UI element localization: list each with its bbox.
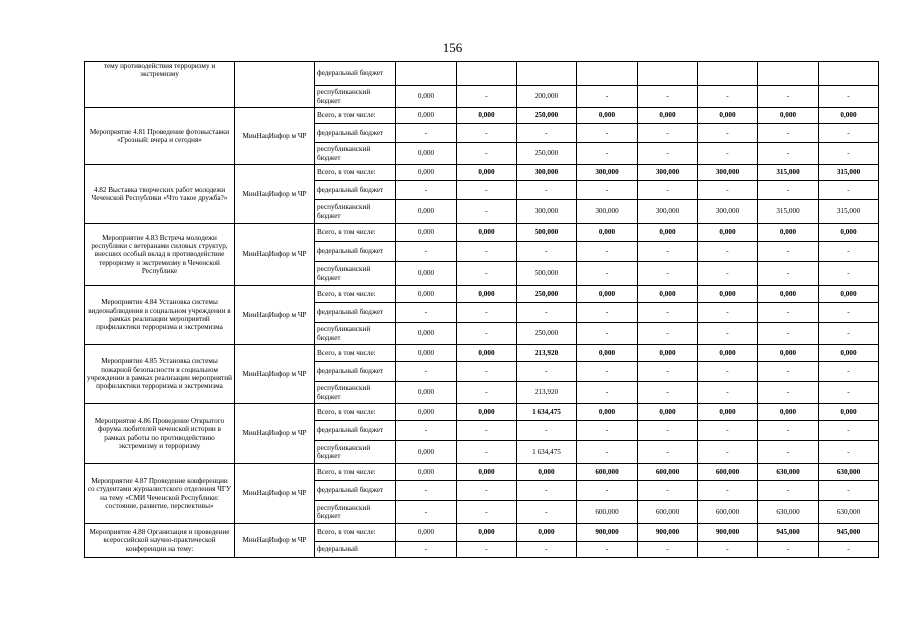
amount-cell: 600,000 <box>577 501 638 524</box>
activity-name: Мероприятие 4.86 Проведение Открытого форума любителей чеченской истории в рамках работы по противодействию экстремизму и терроризму <box>85 404 235 464</box>
amount-cell: 300,000 <box>698 165 758 181</box>
amount-cell: - <box>396 124 457 143</box>
amount-cell: 0,000 <box>396 143 457 165</box>
amount-cell: 300,000 <box>638 165 698 181</box>
amount-cell: 300,000 <box>577 200 638 224</box>
amount-cell: - <box>638 362 698 382</box>
amount-cell: 0,000 <box>457 345 517 362</box>
amount-cell: - <box>396 481 457 501</box>
amount-cell: - <box>457 441 517 464</box>
amount-cell: 0,000 <box>396 404 457 421</box>
amount-cell: - <box>577 262 638 286</box>
amount-cell: - <box>577 242 638 262</box>
amount-cell: - <box>577 181 638 200</box>
amount-cell: 630,000 <box>758 464 819 481</box>
amount-cell: - <box>819 143 879 165</box>
amount-cell: - <box>698 421 758 441</box>
amount-cell: - <box>819 441 879 464</box>
funding-source: республиканский бюджет <box>315 86 396 108</box>
table-row <box>85 286 879 303</box>
amount-cell: - <box>758 382 819 404</box>
amount-cell: - <box>638 143 698 165</box>
funding-source: федеральный бюджет <box>315 181 396 200</box>
amount-cell: - <box>698 303 758 323</box>
amount-cell <box>517 62 577 86</box>
executor: МинНацИнфор м ЧР <box>235 345 315 404</box>
amount-cell <box>457 62 517 86</box>
amount-cell: 600,000 <box>698 501 758 524</box>
activity-name: Мероприятие 4.81 Проведение фотовыставки «Грозный: вчера и сегодня» <box>85 108 235 165</box>
amount-cell: - <box>698 86 758 108</box>
amount-cell: 0,000 <box>517 524 577 542</box>
amount-cell: 0,000 <box>758 404 819 421</box>
amount-cell: 0,000 <box>457 286 517 303</box>
funding-source: федеральный бюджет <box>315 124 396 143</box>
amount-cell: 0,000 <box>758 286 819 303</box>
amount-cell: 600,000 <box>638 501 698 524</box>
amount-cell: 0,000 <box>457 108 517 124</box>
amount-cell: - <box>577 421 638 441</box>
amount-cell: - <box>638 124 698 143</box>
amount-cell: 0,000 <box>819 224 879 242</box>
amount-cell: 0,000 <box>396 224 457 242</box>
amount-cell: - <box>758 242 819 262</box>
amount-cell: - <box>758 441 819 464</box>
amount-cell: - <box>517 542 577 558</box>
amount-cell: - <box>758 262 819 286</box>
amount-cell: - <box>396 303 457 323</box>
amount-cell: 1 634,475 <box>517 441 577 464</box>
amount-cell: 300,000 <box>638 200 698 224</box>
amount-cell: 0,000 <box>577 286 638 303</box>
funding-source: федеральный бюджет <box>315 303 396 323</box>
amount-cell: - <box>457 143 517 165</box>
amount-cell: 315,000 <box>758 165 819 181</box>
funding-source: республиканский бюджет <box>315 262 396 286</box>
executor: МинНацИнфор м ЧР <box>235 165 315 224</box>
executor: МинНацИнфор м ЧР <box>235 524 315 558</box>
amount-cell: 0,000 <box>577 108 638 124</box>
amount-cell: - <box>457 242 517 262</box>
amount-cell: 0,000 <box>396 165 457 181</box>
funding-source: Всего, в том числе: <box>315 524 396 542</box>
amount-cell: - <box>819 303 879 323</box>
amount-cell: 0,000 <box>396 286 457 303</box>
amount-cell: - <box>698 362 758 382</box>
amount-cell: 945,000 <box>819 524 879 542</box>
amount-cell: - <box>758 481 819 501</box>
amount-cell: - <box>577 542 638 558</box>
amount-cell: - <box>698 124 758 143</box>
table-row <box>85 404 879 421</box>
amount-cell: 0,000 <box>396 524 457 542</box>
funding-source: республиканский бюджет <box>315 200 396 224</box>
amount-cell: 300,000 <box>577 165 638 181</box>
table-row <box>85 345 879 362</box>
activity-name: Мероприятие 4.84 Установка системы видеонаблюдения в социальном учреждении в рамках реализации мероприятий профилактики терроризма и экстремизма <box>85 286 235 345</box>
funding-source: Всего, в том числе: <box>315 165 396 181</box>
amount-cell: 315,000 <box>819 200 879 224</box>
amount-cell: - <box>396 181 457 200</box>
amount-cell: - <box>396 421 457 441</box>
amount-cell: 0,000 <box>396 345 457 362</box>
amount-cell: - <box>638 382 698 404</box>
activity-name: Мероприятие 4.87 Проведение конференции со студентами журналистского отделения ЧГУ на тему «СМИ Чеченской Республики: состояние, развитие, перспективы» <box>85 464 235 524</box>
amount-cell: - <box>758 181 819 200</box>
amount-cell: - <box>819 323 879 345</box>
table-row <box>85 224 879 242</box>
amount-cell: 0,000 <box>819 286 879 303</box>
amount-cell: - <box>698 481 758 501</box>
amount-cell: - <box>638 441 698 464</box>
funding-source: Всего, в том числе: <box>315 224 396 242</box>
amount-cell: - <box>457 421 517 441</box>
amount-cell: 630,000 <box>758 501 819 524</box>
amount-cell: 300,000 <box>517 165 577 181</box>
amount-cell: 0,000 <box>457 224 517 242</box>
amount-cell: 0,000 <box>758 108 819 124</box>
budget-table <box>84 61 879 558</box>
amount-cell: - <box>819 382 879 404</box>
amount-cell: 600,000 <box>638 464 698 481</box>
amount-cell: - <box>457 481 517 501</box>
amount-cell: - <box>577 86 638 108</box>
funding-source: федеральный бюджет <box>315 242 396 262</box>
amount-cell: 500,000 <box>517 224 577 242</box>
amount-cell: - <box>758 542 819 558</box>
amount-cell: 900,000 <box>638 524 698 542</box>
amount-cell: 0,000 <box>698 345 758 362</box>
amount-cell: 900,000 <box>698 524 758 542</box>
amount-cell: - <box>457 382 517 404</box>
funding-source: Всего, в том числе: <box>315 345 396 362</box>
amount-cell: - <box>638 481 698 501</box>
amount-cell: 300,000 <box>517 200 577 224</box>
amount-cell: 0,000 <box>577 224 638 242</box>
amount-cell: - <box>698 441 758 464</box>
amount-cell: - <box>698 382 758 404</box>
amount-cell: - <box>396 242 457 262</box>
funding-source: федеральный бюджет <box>315 62 396 86</box>
amount-cell: - <box>577 303 638 323</box>
amount-cell: 900,000 <box>577 524 638 542</box>
amount-cell: - <box>638 323 698 345</box>
amount-cell: - <box>577 362 638 382</box>
table-row <box>85 524 879 542</box>
amount-cell: 0,000 <box>819 404 879 421</box>
amount-cell: 0,000 <box>638 404 698 421</box>
amount-cell: 315,000 <box>819 165 879 181</box>
amount-cell: 945,000 <box>758 524 819 542</box>
amount-cell: 0,000 <box>396 262 457 286</box>
funding-source: Всего, в том числе: <box>315 464 396 481</box>
amount-cell: - <box>517 421 577 441</box>
amount-cell: - <box>698 323 758 345</box>
amount-cell: - <box>396 542 457 558</box>
funding-source: Всего, в том числе: <box>315 286 396 303</box>
amount-cell: - <box>457 200 517 224</box>
activity-name: тему противодействия терроризму и экстремизму <box>85 62 235 108</box>
amount-cell: - <box>758 143 819 165</box>
activity-name: Мероприятие 4.88 Организация и проведение всероссийской научно-практической конференции на тему: <box>85 524 235 558</box>
executor: МинНацИнфор м ЧР <box>235 404 315 464</box>
amount-cell: - <box>457 362 517 382</box>
amount-cell <box>758 62 819 86</box>
table-row <box>85 165 879 181</box>
amount-cell: 213,920 <box>517 382 577 404</box>
amount-cell: - <box>517 181 577 200</box>
amount-cell: 0,000 <box>396 382 457 404</box>
amount-cell: 0,000 <box>457 524 517 542</box>
amount-cell: 0,000 <box>638 224 698 242</box>
funding-source: Всего, в том числе: <box>315 404 396 421</box>
amount-cell: - <box>457 501 517 524</box>
amount-cell: 0,000 <box>396 108 457 124</box>
amount-cell: 600,000 <box>577 464 638 481</box>
amount-cell: 0,000 <box>577 404 638 421</box>
amount-cell: - <box>819 542 879 558</box>
amount-cell: - <box>758 421 819 441</box>
amount-cell: 0,000 <box>457 404 517 421</box>
amount-cell: - <box>819 421 879 441</box>
amount-cell: - <box>638 421 698 441</box>
amount-cell: 250,000 <box>517 323 577 345</box>
amount-cell: 1 634,475 <box>517 404 577 421</box>
amount-cell: 0,000 <box>698 108 758 124</box>
amount-cell: 0,000 <box>819 345 879 362</box>
amount-cell: - <box>698 143 758 165</box>
amount-cell: 630,000 <box>819 501 879 524</box>
activity-name: 4.82 Выставка творческих работ молодежи Чеченской Республики «Что такое дружба?» <box>85 165 235 224</box>
amount-cell: 0,000 <box>638 345 698 362</box>
amount-cell: - <box>517 124 577 143</box>
amount-cell: - <box>698 542 758 558</box>
amount-cell: - <box>698 242 758 262</box>
amount-cell: 0,000 <box>638 286 698 303</box>
amount-cell: 0,000 <box>457 165 517 181</box>
amount-cell <box>396 62 457 86</box>
amount-cell: 250,000 <box>517 108 577 124</box>
amount-cell: - <box>457 262 517 286</box>
amount-cell: - <box>457 303 517 323</box>
amount-cell: 0,000 <box>698 286 758 303</box>
amount-cell: 0,000 <box>758 224 819 242</box>
amount-cell: - <box>396 501 457 524</box>
amount-cell: 600,000 <box>698 464 758 481</box>
amount-cell: - <box>819 181 879 200</box>
amount-cell: - <box>819 481 879 501</box>
amount-cell: - <box>577 481 638 501</box>
amount-cell: - <box>698 181 758 200</box>
amount-cell: 250,000 <box>517 143 577 165</box>
funding-source: республиканский бюджет <box>315 143 396 165</box>
table-row <box>85 464 879 481</box>
amount-cell: 0,000 <box>396 464 457 481</box>
amount-cell <box>819 62 879 86</box>
amount-cell: - <box>457 323 517 345</box>
executor: МинНацИнфор м ЧР <box>235 464 315 524</box>
amount-cell: - <box>758 86 819 108</box>
amount-cell: - <box>517 481 577 501</box>
executor: МинНацИнфор м ЧР <box>235 108 315 165</box>
executor: МинНацИнфор м ЧР <box>235 286 315 345</box>
funding-source: республиканский бюджет <box>315 501 396 524</box>
activity-name: Мероприятие 4.85 Установка системы пожарной безопасности в социальном учреждении в рамках реализации мероприятий профилактики терроризма и экстремизма <box>85 345 235 404</box>
amount-cell: - <box>819 362 879 382</box>
funding-source: республиканский бюджет <box>315 382 396 404</box>
amount-cell: 0,000 <box>698 224 758 242</box>
funding-source: федеральный бюджет <box>315 362 396 382</box>
amount-cell: - <box>819 262 879 286</box>
amount-cell: 200,000 <box>517 86 577 108</box>
executor <box>235 62 315 108</box>
amount-cell: - <box>517 362 577 382</box>
amount-cell: - <box>638 181 698 200</box>
amount-cell: - <box>819 124 879 143</box>
amount-cell: - <box>577 143 638 165</box>
amount-cell: - <box>577 382 638 404</box>
amount-cell: - <box>396 362 457 382</box>
amount-cell: 500,000 <box>517 262 577 286</box>
amount-cell: 0,000 <box>396 86 457 108</box>
activity-name: Мероприятие 4.83 Встреча молодежи республики с ветеранами силовых структур, внесших особый вклад в противодействие терроризму и экстремизму в Чеченской Республике <box>85 224 235 286</box>
amount-cell: - <box>517 501 577 524</box>
table-row <box>85 62 879 86</box>
amount-cell: - <box>457 181 517 200</box>
amount-cell: - <box>638 542 698 558</box>
amount-cell: 630,000 <box>819 464 879 481</box>
amount-cell: - <box>638 86 698 108</box>
amount-cell: 0,000 <box>698 404 758 421</box>
funding-source: федеральный бюджет <box>315 481 396 501</box>
amount-cell: 0,000 <box>457 464 517 481</box>
amount-cell: - <box>698 262 758 286</box>
amount-cell: - <box>819 242 879 262</box>
amount-cell: 0,000 <box>396 323 457 345</box>
amount-cell: - <box>577 124 638 143</box>
amount-cell: - <box>758 323 819 345</box>
funding-source: федеральный бюджет <box>315 421 396 441</box>
table-row <box>85 108 879 124</box>
amount-cell: - <box>819 86 879 108</box>
amount-cell: - <box>638 242 698 262</box>
amount-cell: - <box>457 542 517 558</box>
amount-cell <box>638 62 698 86</box>
amount-cell: - <box>758 303 819 323</box>
amount-cell: - <box>638 303 698 323</box>
funding-source: республиканский бюджет <box>315 323 396 345</box>
funding-source: республиканский бюджет <box>315 441 396 464</box>
amount-cell: 0,000 <box>819 108 879 124</box>
amount-cell: 300,000 <box>698 200 758 224</box>
amount-cell: 0,000 <box>396 200 457 224</box>
amount-cell <box>698 62 758 86</box>
amount-cell: 315,000 <box>758 200 819 224</box>
amount-cell: - <box>517 303 577 323</box>
funding-source: Всего, в том числе: <box>315 108 396 124</box>
amount-cell: 0,000 <box>396 441 457 464</box>
page-number: 156 <box>442 40 463 55</box>
amount-cell: 0,000 <box>517 464 577 481</box>
amount-cell: - <box>517 242 577 262</box>
amount-cell: 0,000 <box>758 345 819 362</box>
amount-cell: - <box>577 441 638 464</box>
amount-cell: - <box>758 124 819 143</box>
amount-cell: 0,000 <box>638 108 698 124</box>
amount-cell: 0,000 <box>577 345 638 362</box>
amount-cell: - <box>457 86 517 108</box>
amount-cell: - <box>457 124 517 143</box>
funding-source: федеральный <box>315 542 396 558</box>
amount-cell: - <box>577 323 638 345</box>
amount-cell: 250,000 <box>517 286 577 303</box>
amount-cell: 213,920 <box>517 345 577 362</box>
amount-cell <box>577 62 638 86</box>
executor: МинНацИнфор м ЧР <box>235 224 315 286</box>
amount-cell: - <box>758 362 819 382</box>
amount-cell: - <box>638 262 698 286</box>
